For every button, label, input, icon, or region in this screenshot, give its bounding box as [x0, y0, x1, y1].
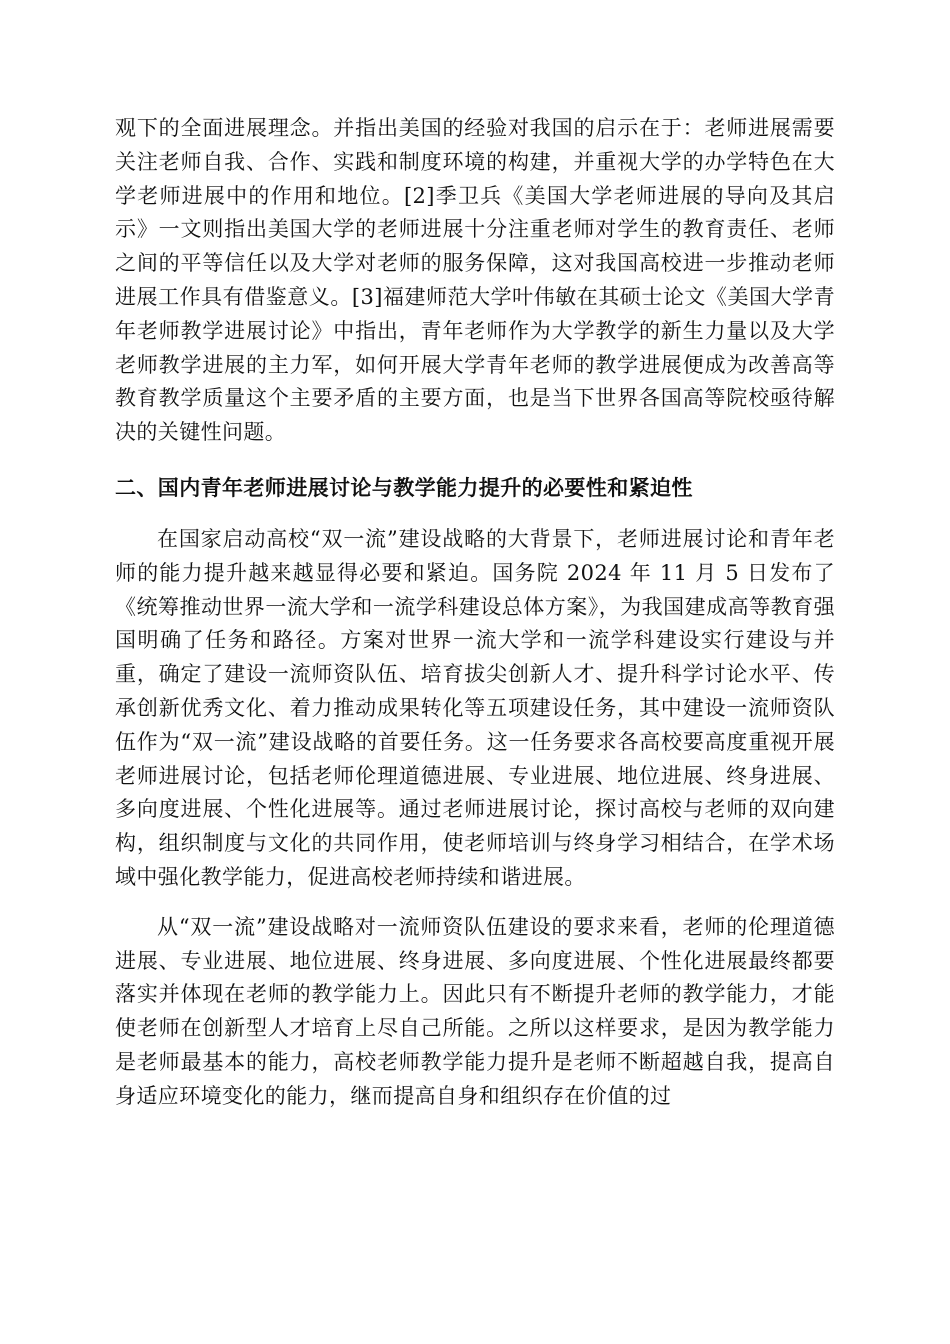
- document-page: [115, 112, 835, 1114]
- paragraph-2: 在国家启动高校“双一流”建设战略的大背景下，老师进展讨论和青年老师的能力提升越来越显得必要和紧迫。国务院 2024 年 11 月 5 日发布了《统筹推动世界一流大学和一流学科建设总体方案》，为我国建成高等教育强国明确了任务和路径。方案对世界一流大学和一流学科建设实行建设与并重，确定了建设一流师资队伍、培育拔尖创新人才、提升科学讨论水平、传承创新优秀文化、着力推动成果转化等五项建设任务，其中建设一流师资队伍作为“双一流”建设战略的首要任务。这一任务要求各高校要高度重视开展老师进展讨论，包括老师伦理道德进展、专业进展、地位进展、终身进展、多向度进展、个性化进展等。通过老师进展讨论，探讨高校与老师的双向建构，组织制度与文化的共同作用，使老师培训与终身学习相结合，在学术场域中强化教学能力，促进高校老师持续和谐进展。: [115, 526, 835, 889]
- paragraph-1: 观下的全面进展理念。并指出美国的经验对我国的启示在于：老师进展需要关注老师自我、合作、实践和制度环境的构建，并重视大学的办学特色在大学老师进展中的作用和地位。[2]季卫兵《美国大学老师进展的导向及其启示》一文则指出美国大学的老师进展十分注重老师对学生的教育责任、老师之间的平等信任以及大学对老师的服务保障，这对我国高校进一步推动老师进展工作具有借鉴意义。[3]福建师范大学叶伟敏在其硕士论文《美国大学青年老师教学进展讨论》中指出，青年老师作为大学教学的新生力量以及大学老师教学进展的主力军，如何开展大学青年老师的教学进展便成为改善高等教育教学质量这个主要矛盾的主要方面，也是当下世界各国高等院校亟待解决的关键性问题。: [115, 116, 835, 445]
- paragraph-gap: [115, 895, 835, 911]
- section-heading: 二、国内青年老师进展讨论与教学能力提升的必要性和紧迫性: [115, 475, 693, 500]
- paragraph-3: 从“双一流”建设战略对一流师资队伍建设的要求来看，老师的伦理道德进展、专业进展、地位进展、终身进展、多向度进展、个性化进展最终都要落实并体现在老师的教学能力上。因此只有不断提升老师的教学能力，才能使老师在创新型人才培育上尽自己所能。之所以这样要求，是因为教学能力是老师最基本的能力，高校老师教学能力提升是老师不断超越自我，提高自身适应环境变化的能力，继而提高自身和组织存在价值的过: [115, 914, 835, 1108]
